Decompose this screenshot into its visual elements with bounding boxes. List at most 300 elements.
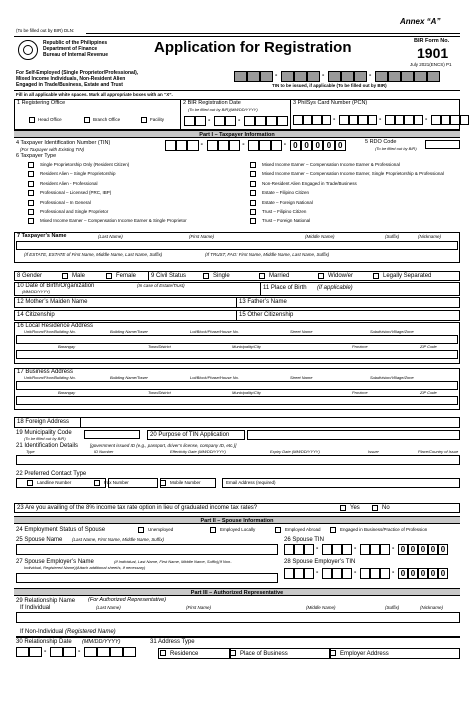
for-text-1: For Self-Employed (Single Proprietor/Professional), <box>16 70 139 76</box>
cell-separator: - <box>238 117 241 124</box>
taxpayer-type-label: Estate – Foreign National <box>262 199 313 205</box>
rel-date-cell[interactable] <box>50 647 63 657</box>
spouse-emp-tin-cell[interactable] <box>428 568 438 579</box>
separated-label: Legally Separated <box>383 273 432 279</box>
rel-date-cell[interactable] <box>110 647 123 657</box>
taxpayer-name-label: 7 Taxpayer’s Name <box>17 233 67 239</box>
fax-label: Fax Number <box>104 480 129 485</box>
rel-date-cell[interactable] <box>123 647 136 657</box>
tin-digit: 0 <box>337 141 343 150</box>
spouse-emp-tin-cell[interactable] <box>294 568 304 579</box>
pcn-cells-cell[interactable] <box>293 115 303 125</box>
purpose-input[interactable] <box>247 430 460 440</box>
address-col-label: Building Name/Tower <box>110 375 148 380</box>
widow-checkbox[interactable] <box>318 273 324 279</box>
spouse-emp-tin-cell[interactable] <box>418 568 428 579</box>
address-col-label: Barangay <box>58 390 76 395</box>
form-number: 1901 <box>417 45 449 61</box>
address-col-label: Barangay <box>58 344 76 349</box>
tin-digit: 0 <box>430 545 436 554</box>
spouse-name-input[interactable] <box>16 544 278 555</box>
cell-separator: - <box>392 569 395 576</box>
reg-date-cells-cell[interactable] <box>277 116 288 126</box>
tin-digit: 0 <box>315 141 320 150</box>
spouse-emp-tin-cell[interactable] <box>398 568 408 579</box>
id-col-label: Issuer <box>368 449 379 454</box>
cell-separator: - <box>333 116 336 123</box>
agency-line-1: Republic of the Philippines <box>43 40 108 46</box>
address-col-label: Subdivision/Village/Zone <box>370 375 414 380</box>
rel-date-cell[interactable] <box>97 647 110 657</box>
cell-separator: - <box>283 141 287 148</box>
tin-cells-cell[interactable] <box>271 140 282 151</box>
tin-digit: 0 <box>400 569 406 578</box>
reg-date-cells-cell[interactable] <box>225 116 236 126</box>
pcn-cells-cell[interactable] <box>460 115 470 125</box>
taxpayer-type-checkbox[interactable] <box>250 181 256 187</box>
part-3-header: Part III – Authorized Representative <box>14 588 460 596</box>
spouse-tin-cell[interactable] <box>284 544 294 555</box>
address-line-2-input[interactable] <box>16 350 458 359</box>
address-col-label: Unit/Room/Floor/Building No. <box>24 375 76 380</box>
unemployed-label: Unemployed <box>148 527 174 532</box>
separated-checkbox[interactable] <box>373 273 379 279</box>
cell-separator: - <box>392 545 395 552</box>
spouse-tin-input[interactable] <box>284 544 460 555</box>
address-line-1-input[interactable] <box>16 381 458 390</box>
bir-tin-cells-cell[interactable] <box>234 71 247 82</box>
relationship-name-sub: (For Authorized Representative) <box>88 597 167 603</box>
residence-checkbox[interactable] <box>160 650 166 656</box>
agency-line-3: Bureau of Internal Revenue <box>43 52 109 58</box>
landline-checkbox[interactable] <box>27 480 33 486</box>
bir-tin-cells-cell[interactable] <box>307 71 320 82</box>
spouse-emp-tin-cell[interactable] <box>408 568 418 579</box>
spouse-tin-cell[interactable] <box>428 544 438 555</box>
spouse-emp-tin-cell[interactable] <box>438 568 448 579</box>
spouse-tin-cell[interactable] <box>408 544 418 555</box>
spouse-tin-cell[interactable] <box>342 544 352 555</box>
tin-digit: 0 <box>400 545 406 554</box>
id-details-input[interactable] <box>16 455 460 465</box>
taxpayer-type-checkbox[interactable] <box>250 200 256 206</box>
spouse-name-sub: (Last Name, First Name, Middle Name, Suffix) <box>72 537 165 542</box>
contact-type-label: 22 Preferred Contact Type <box>16 471 87 477</box>
bir-tin-cells-cell[interactable] <box>354 71 367 82</box>
branch-office-label: Branch Office <box>93 117 121 122</box>
pcn-cells-cell[interactable] <box>339 115 349 125</box>
female-label: Female <box>116 273 137 279</box>
taxpayer-type-checkbox[interactable] <box>250 190 256 196</box>
citizenship-row <box>14 310 460 321</box>
taxpayer-type-label: 6 Taxpayer Type <box>16 153 57 159</box>
tin-note: TIN to be issued, if applicable (To be filled out by BIR) <box>272 83 387 88</box>
rel-date-cell[interactable] <box>84 647 97 657</box>
mobile-checkbox[interactable] <box>160 480 166 486</box>
id-col-label: Type <box>26 449 35 454</box>
address-col-label: Province <box>352 344 368 349</box>
facility-checkbox[interactable] <box>141 117 147 123</box>
male-label: Male <box>72 273 86 279</box>
address-col-label: Town/District <box>148 344 171 349</box>
male-checkbox[interactable] <box>62 273 68 279</box>
address-line-1-input[interactable] <box>16 335 458 344</box>
taxpayer-type-checkbox[interactable] <box>250 171 256 177</box>
spouse-employment-label: 24 Employment Status of Spouse <box>16 527 106 533</box>
tin-label: 4 Taxpayer Identification Number (TIN) <box>16 140 111 146</box>
part-2-header: Part II – Spouse Information <box>14 516 460 524</box>
local-address-fields[interactable] <box>0 330 474 360</box>
taxpayer-type-checkbox[interactable] <box>250 218 256 224</box>
cell-separator: - <box>200 141 203 148</box>
spouse-emp-tin-cell[interactable] <box>360 568 370 579</box>
spouse-employer-sub-2: Individual, Registered Name)(Attach additional sheet/s, if necessary) <box>24 565 146 570</box>
taxpayer-type-label: Estate – Filipino Citizen <box>262 190 310 196</box>
purpose-label: 20 Purpose of TIN Application <box>150 432 230 438</box>
rep-col-nickname: (Nickname) <box>420 605 444 610</box>
rel-date-cell[interactable] <box>29 647 42 657</box>
single-label: Single <box>213 273 230 279</box>
taxpayer-type-checkbox[interactable] <box>28 209 34 215</box>
foreign-address-label: 18 Foreign Address <box>17 419 70 425</box>
taxpayer-type-label: Resident Alien – Single Proprietorship <box>40 171 116 177</box>
id-col-label: ID Number <box>94 449 114 454</box>
spouse-employer-input[interactable] <box>16 573 278 583</box>
cell-separator: - <box>44 648 47 655</box>
spouse-tin-cell[interactable] <box>294 544 304 555</box>
spouse-employer-label: 27 Spouse Employer’s Name <box>16 559 94 565</box>
tin-input[interactable] <box>165 140 360 151</box>
head-office-label: Head Office <box>38 117 62 122</box>
cell-separator: - <box>354 545 357 552</box>
id-details-fields[interactable] <box>0 450 474 466</box>
bir-tin-cells-cell[interactable] <box>388 71 401 82</box>
spouse-emp-tin-cell[interactable] <box>380 568 390 579</box>
pcn-cells-cell[interactable] <box>414 115 424 125</box>
taxpayer-type-checkbox[interactable] <box>250 162 256 168</box>
reg-date-cells-cell[interactable] <box>255 116 266 126</box>
spouse-tin-cell[interactable] <box>332 544 342 555</box>
annex-label: Annex “A” <box>400 17 441 26</box>
tin-digit: 0 <box>440 569 446 578</box>
cell-separator: - <box>208 117 211 124</box>
rdo-input[interactable] <box>425 140 460 149</box>
reg-date-cells-cell[interactable] <box>244 116 255 126</box>
landline-label: Landline Number <box>37 480 72 485</box>
tin-cells-cell[interactable] <box>290 140 301 151</box>
married-label: Married <box>269 273 290 279</box>
name-col-middle: (Middle Name) <box>305 234 335 239</box>
pob-label: 11 Place of Birth <box>263 285 307 291</box>
spouse-employer-tin-label: 28 Spouse Employer’s TIN <box>284 559 356 565</box>
rel-date-cell[interactable] <box>63 647 76 657</box>
name-col-first: (First Name) <box>189 234 214 239</box>
relationship-date-format: (MM/DD/YYYY) <box>82 639 121 645</box>
bir-tin-cells-cell[interactable] <box>427 71 440 82</box>
tin-digit: 0 <box>293 141 298 150</box>
pcn-cells-cell[interactable] <box>303 115 313 125</box>
relationship-name-label: 29 Relationship Name <box>16 598 76 604</box>
gender-label: 8 Gender <box>17 273 43 279</box>
taxpayer-type-label: Resident Alien - Professional <box>40 180 98 186</box>
taxpayer-type-label: Trust – Foreign National <box>262 218 311 224</box>
address-col-label: Lot/Block/Phase/House No. <box>190 375 239 380</box>
taxpayer-type-checkbox[interactable] <box>28 218 34 224</box>
taxpayer-type-label: Single Proprietorship Only (Resident Citizen) <box>40 162 130 167</box>
employer-address-checkbox[interactable] <box>330 650 336 656</box>
if-individual-label: If Individual <box>20 605 51 611</box>
spouse-employer-tin-input[interactable] <box>284 568 460 579</box>
tin-cells-cell[interactable] <box>229 140 240 151</box>
name-col-last: (Last Name) <box>98 234 123 239</box>
pcn-cells-cell[interactable] <box>322 115 332 125</box>
taxpayer-type-label: Professional and Single Proprietor <box>40 209 109 214</box>
for-text-2: Mixed Income Individuals, Non-Resident Alien <box>16 76 126 82</box>
id-details-sub: [government issued ID (e.g., passport, driver’s license, company ID, etc.)] <box>90 443 237 448</box>
spouse-tin-cell[interactable] <box>304 544 314 555</box>
address-col-label: ZIP Code <box>420 390 437 395</box>
facility-label: Facility <box>150 117 165 122</box>
tin-digit: 0 <box>420 569 426 578</box>
rdo-label: 5 RDO Code <box>365 139 397 145</box>
place-of-business-checkbox[interactable] <box>230 650 236 656</box>
address-col-label: Subdivision/Village/Zone <box>370 329 414 334</box>
bir-tin-cells-cell[interactable] <box>281 71 294 82</box>
rep-non-individual-line[interactable] <box>16 636 460 638</box>
business-checkbox[interactable] <box>330 527 336 533</box>
id-details-label: 21 Identification Details <box>16 443 79 449</box>
pcn-cells-cell[interactable] <box>312 115 322 125</box>
local-address-label: 16 Local Residence Address <box>17 323 94 329</box>
id-col-label: Expiry Date (MM/DD/YYYY) <box>270 449 320 454</box>
spouse-tin-cell[interactable] <box>418 544 428 555</box>
tin-digit: 0 <box>304 141 309 150</box>
tin-sub: (For Taxpayer with Existing TIN) <box>20 147 85 152</box>
married-checkbox[interactable] <box>259 273 265 279</box>
pcn-cells-cell[interactable] <box>349 115 359 125</box>
widow-label: Widow/er <box>328 273 354 279</box>
bir-seal <box>18 40 38 60</box>
pcn-cells-cell[interactable] <box>368 115 378 125</box>
rep-individual-input[interactable] <box>16 612 460 623</box>
unemployed-checkbox[interactable] <box>138 527 144 533</box>
tin-cells-cell[interactable] <box>335 140 346 151</box>
tin-cells-cell[interactable] <box>218 140 229 151</box>
for-text-3: Engaged in Trade/Business, Estate and Trust <box>16 82 123 88</box>
spouse-emp-tin-cell[interactable] <box>342 568 352 579</box>
bir-tin-cells-cell[interactable] <box>260 71 273 82</box>
foreign-address-box <box>14 417 460 428</box>
tin-cells-cell[interactable] <box>323 140 334 151</box>
bir-tin-cells-cell[interactable] <box>341 71 354 82</box>
spouse-emp-tin-cell[interactable] <box>284 568 294 579</box>
agency-line-2: Department of Finance <box>43 46 98 52</box>
tin-digit: 0 <box>440 545 446 554</box>
cell-separator: - <box>322 72 325 79</box>
spouse-tin-cell[interactable] <box>438 544 448 555</box>
reg-date-cells-cell[interactable] <box>214 116 225 126</box>
employed-locally-label: Employed Locally <box>220 527 256 532</box>
female-checkbox[interactable] <box>106 273 112 279</box>
tax-option-yes-checkbox[interactable] <box>340 505 346 511</box>
fax-checkbox[interactable] <box>94 480 100 486</box>
estate-note: (If ESTATE, ESTATE of First Name, Middle Name, Last Name, Suffix) <box>24 252 163 257</box>
rel-date-cell[interactable] <box>16 647 29 657</box>
spouse-name-label: 25 Spouse Name <box>16 537 63 543</box>
single-checkbox[interactable] <box>203 273 209 279</box>
registration-date-label: 2 BIR Registration Date <box>183 100 241 106</box>
cell-separator: - <box>316 545 319 552</box>
pob-sub: (if applicable) <box>317 285 353 291</box>
bir-tin-cells-cell[interactable] <box>375 71 388 82</box>
rep-col-first: (First Name) <box>186 605 211 610</box>
bir-tin-cells-cell[interactable] <box>328 71 341 82</box>
tin-digit: 0 <box>420 545 426 554</box>
business-address-fields[interactable] <box>0 376 474 406</box>
business-label: Engaged in Business/Practice of Profession <box>340 527 428 532</box>
taxpayer-type-label: Trust – Filipino Citizen <box>262 209 307 214</box>
taxpayer-type-label: Professional – Licensed (PRC, IBP) <box>40 190 112 196</box>
taxpayer-type-checkbox[interactable] <box>28 181 34 187</box>
municipality-code-input[interactable] <box>84 430 140 439</box>
tin-cells-cell[interactable] <box>248 140 259 151</box>
bir-tin-cells-cell[interactable] <box>247 71 260 82</box>
address-col-label: Street Name <box>290 329 313 334</box>
fill-note: Fill in all applicable white spaces. Mark all appropriate boxes with an “X”. <box>16 92 173 97</box>
municipality-code-sub: (To be filled out by BIR) <box>24 436 66 441</box>
reg-date-cells-cell[interactable] <box>195 116 206 126</box>
dln-label: (To be filled out by BIR) DLN: <box>16 28 75 33</box>
form-number-label: BIR Form No. <box>414 38 450 44</box>
spouse-tin-label: 26 Spouse TIN <box>284 537 324 543</box>
tin-digit: 0 <box>430 569 436 578</box>
pcn-cells-cell[interactable] <box>450 115 460 125</box>
taxpayer-type-label: Professional – In General <box>40 199 91 205</box>
dob-format: (MM/DD/YYYY) <box>22 289 50 294</box>
form-version: July 2021(ENCS) P1 <box>410 62 452 67</box>
mother-label: 12 Mother’s Maiden Name <box>17 299 88 305</box>
spouse-tin-cell[interactable] <box>380 544 390 555</box>
head-office-checkbox[interactable] <box>29 117 35 123</box>
email-label: Email Address (required) <box>226 480 276 485</box>
bir-tin-cells-cell[interactable] <box>294 71 307 82</box>
business-address-label: 17 Business Address <box>17 369 74 375</box>
part-1-header: Part I – Taxpayer Information <box>14 130 460 138</box>
taxpayer-type-checkbox[interactable] <box>28 190 34 196</box>
address-col-label: Building Name/Tower <box>110 329 148 334</box>
citizenship-label: 14 Citizenship <box>17 312 55 318</box>
tax-option-no-label: No <box>382 505 390 511</box>
taxpayer-type-label: Non-Resident Alien Engaged in Trade/Business <box>262 180 357 186</box>
pcn-cells-cell[interactable] <box>404 115 414 125</box>
registration-date-cells <box>184 116 288 126</box>
taxpayer-type-label: Mixed Income Earner – Compensation Income Earner, Single Proprietorship & Professional <box>262 171 444 177</box>
reg-date-cells-cell[interactable] <box>266 116 277 126</box>
spouse-emp-tin-cell[interactable] <box>322 568 332 579</box>
tin-cells-cell[interactable] <box>207 140 218 151</box>
cell-separator: - <box>354 569 357 576</box>
name-col-suffix: (Suffix) <box>385 234 400 239</box>
spouse-tin-cell[interactable] <box>370 544 380 555</box>
place-of-business-label: Place of Business <box>240 651 288 657</box>
municipality-code-label: 19 Municipality Code <box>16 430 72 436</box>
tin-cells-cell[interactable] <box>259 140 270 151</box>
cell-separator: - <box>242 141 245 148</box>
taxpayer-type-checkbox[interactable] <box>28 162 34 168</box>
cell-separator: - <box>379 116 382 123</box>
id-col-label: Place/Country of Issue <box>418 449 459 454</box>
tin-cells-cell[interactable] <box>301 140 312 151</box>
dob-sub: (In case of Estate/Trust) <box>137 283 185 288</box>
spouse-tin-cell[interactable] <box>360 544 370 555</box>
spouse-employer-sub: (If Individual, Last Name, First Name, Middle Name, Suffix)(If Non- <box>114 559 232 564</box>
rep-col-last: (Last Name) <box>96 605 121 610</box>
address-col-label: Lot/Block/Phase/House No. <box>190 329 239 334</box>
employed-locally-checkbox[interactable] <box>210 527 216 533</box>
residence-label: Residence <box>170 651 199 657</box>
address-col-label: Province <box>352 390 368 395</box>
tin-cells-cell[interactable] <box>176 140 187 151</box>
taxpayer-type-checkbox[interactable] <box>250 209 256 215</box>
tin-digit: 0 <box>410 545 416 554</box>
address-col-label: Unit/Room/Floor/Building No. <box>24 329 76 334</box>
pcn-cells-cell[interactable] <box>395 115 405 125</box>
tax-option-no-checkbox[interactable] <box>372 505 378 511</box>
pcn-cells-cell[interactable] <box>441 115 451 125</box>
tin-digit: 0 <box>326 141 332 150</box>
tin-cells-cell[interactable] <box>165 140 176 151</box>
pcn-cells-cell[interactable] <box>431 115 441 125</box>
name-col-nickname: (Nickname) <box>418 234 442 239</box>
address-col-label: ZIP Code <box>420 344 437 349</box>
dob-label: 10 Date of Birth/Organization <box>17 283 95 289</box>
branch-office-checkbox[interactable] <box>84 117 90 123</box>
pcn-cells <box>293 115 457 125</box>
taxpayer-name-input[interactable] <box>16 241 458 250</box>
tin-digit: 0 <box>410 569 416 578</box>
relationship-date-label: 30 Relationship Date <box>16 639 72 645</box>
cell-separator: - <box>275 72 278 79</box>
tin-cells-cell[interactable] <box>312 140 323 151</box>
father-label: 13 Father’s Name <box>239 299 287 305</box>
employed-abroad-label: Employed Abroad <box>285 527 321 532</box>
spouse-tin-cell[interactable] <box>398 544 408 555</box>
tin-cells-cell[interactable] <box>187 140 198 151</box>
pcn-label: 3 PhilSys Card Number (PCN) <box>293 100 368 106</box>
bir-tin-cells-cell[interactable] <box>414 71 427 82</box>
spouse-emp-tin-cell[interactable] <box>304 568 314 579</box>
taxpayer-type-label: Mixed Income Earner – Compensation Income Earner & Professional <box>262 162 400 167</box>
relationship-date-input[interactable] <box>16 647 140 657</box>
form-title: Application for Registration <box>154 39 352 56</box>
employer-address-label: Employer Address <box>340 651 389 657</box>
bir-tin-cells-cell[interactable] <box>401 71 414 82</box>
spouse-emp-tin-cell[interactable] <box>332 568 342 579</box>
tax-option-label: 23 Are you availing of the 8% income tax rate option in lieu of graduated income tax rates? <box>17 505 258 511</box>
reg-date-cells-cell[interactable] <box>184 116 195 126</box>
trust-note: (If TRUST, FAO: First Name, Middle Name, Last Name, Suffix) <box>205 252 330 257</box>
taxpayer-type-label: Mixed Income Earner – Compensation Income Earner & Single Proprietor <box>40 218 187 224</box>
taxpayer-type-checkbox[interactable] <box>28 200 34 206</box>
tax-option-yes-label: Yes <box>350 505 360 511</box>
pcn-cells-cell[interactable] <box>385 115 395 125</box>
address-line-2-input[interactable] <box>16 396 458 405</box>
spouse-tin-cell[interactable] <box>322 544 332 555</box>
pcn-cells-cell[interactable] <box>358 115 368 125</box>
employed-abroad-checkbox[interactable] <box>275 527 281 533</box>
spouse-emp-tin-cell[interactable] <box>370 568 380 579</box>
taxpayer-type-checkbox[interactable] <box>28 171 34 177</box>
